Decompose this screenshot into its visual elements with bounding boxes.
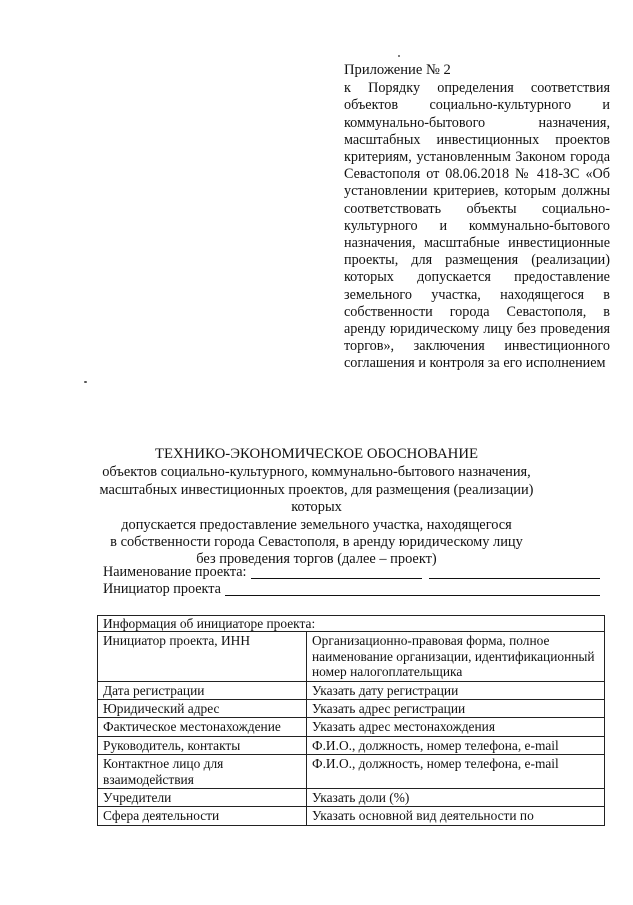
project-name-blank-2[interactable] (429, 578, 600, 579)
table-row (98, 700, 605, 718)
scan-speck (84, 381, 87, 383)
initiator-info-table (97, 615, 605, 826)
project-name-blank[interactable] (251, 578, 422, 579)
row-value: Указать адрес местонахождения (307, 718, 605, 736)
initiator-label: Инициатор проекта (103, 581, 221, 597)
table-row (98, 718, 605, 736)
project-name-field (103, 564, 603, 581)
table-row (98, 632, 605, 681)
table-header: Информация об инициаторе проекта: (98, 616, 605, 632)
row-value: Ф.И.О., должность, номер телефона, e-mail (307, 755, 605, 789)
table-header-row (98, 616, 605, 632)
document-heading: ТЕХНИКО-ЭКОНОМИЧЕСКОЕ ОБОСНОВАНИЕ (154, 446, 479, 462)
title-line: объектов социально-культурного, коммунально-бытового назначения, (102, 464, 531, 481)
table-row (98, 736, 605, 754)
title-line: в собственности города Севастополя, в аренду юридическому лицу (110, 534, 523, 551)
row-value: Указать доли (%) (307, 789, 605, 807)
row-value: Указать дату регистрации (307, 681, 605, 699)
row-label: Руководитель, контакты (98, 736, 307, 754)
title-line: без проведения торгов (далее – проект) (196, 551, 437, 568)
table-row (98, 755, 605, 789)
initiator-field (103, 581, 603, 598)
row-value: Организационно-правовая форма, полное наименование организации, идентификационный номер налогоплательщика (307, 632, 605, 681)
row-label: Инициатор проекта, ИНН (98, 632, 307, 681)
appendix-text: к Порядку определения соответствия объектов социально-культурного и коммунально-бытового назначения, масштабных инвестиционных проектов критериям, установленным Законом города Севастополя от 08.06.2018 № 418-ЗС «Об установлении критериев, которым должны соответствовать объекты социально-культурного и коммунально-бытового назначения, масштабные инвестиционные проекты, для размещения (реализации) которых допускается предоставление земельного участка, находящегося в собственности города Севастополя, в аренду юридическому лицу без проведения торгов», заключения инвестиционного соглашения и контроля за его исполнением (344, 80, 610, 372)
project-fields (103, 564, 603, 598)
row-label: Сфера деятельности (98, 807, 307, 825)
title-line: масштабных инвестиционных проектов, для размещения (реализации) которых (99, 481, 534, 516)
row-value: Указать адрес регистрации (307, 700, 605, 718)
row-label: Фактическое местонахождение (98, 718, 307, 736)
table-row (98, 681, 605, 699)
table-row (98, 789, 605, 807)
appendix-title: Приложение № 2 (344, 62, 451, 78)
project-name-label: Наименование проекта: (103, 564, 247, 580)
row-label: Юридический адрес (98, 700, 307, 718)
row-label: Контактное лицо для взаимодействия (98, 755, 307, 789)
row-label: Учредители (98, 789, 307, 807)
document-title (80, 446, 553, 569)
title-line: допускается предоставление земельного участка, находящегося (121, 516, 512, 533)
row-label: Дата регистрации (98, 681, 307, 699)
table-row (98, 807, 605, 825)
initiator-blank[interactable] (225, 595, 600, 596)
scan-speck (398, 55, 400, 57)
row-value: Ф.И.О., должность, номер телефона, e-mail (307, 736, 605, 754)
row-value: Указать основной вид деятельности по (307, 807, 605, 825)
appendix-block (344, 62, 610, 373)
